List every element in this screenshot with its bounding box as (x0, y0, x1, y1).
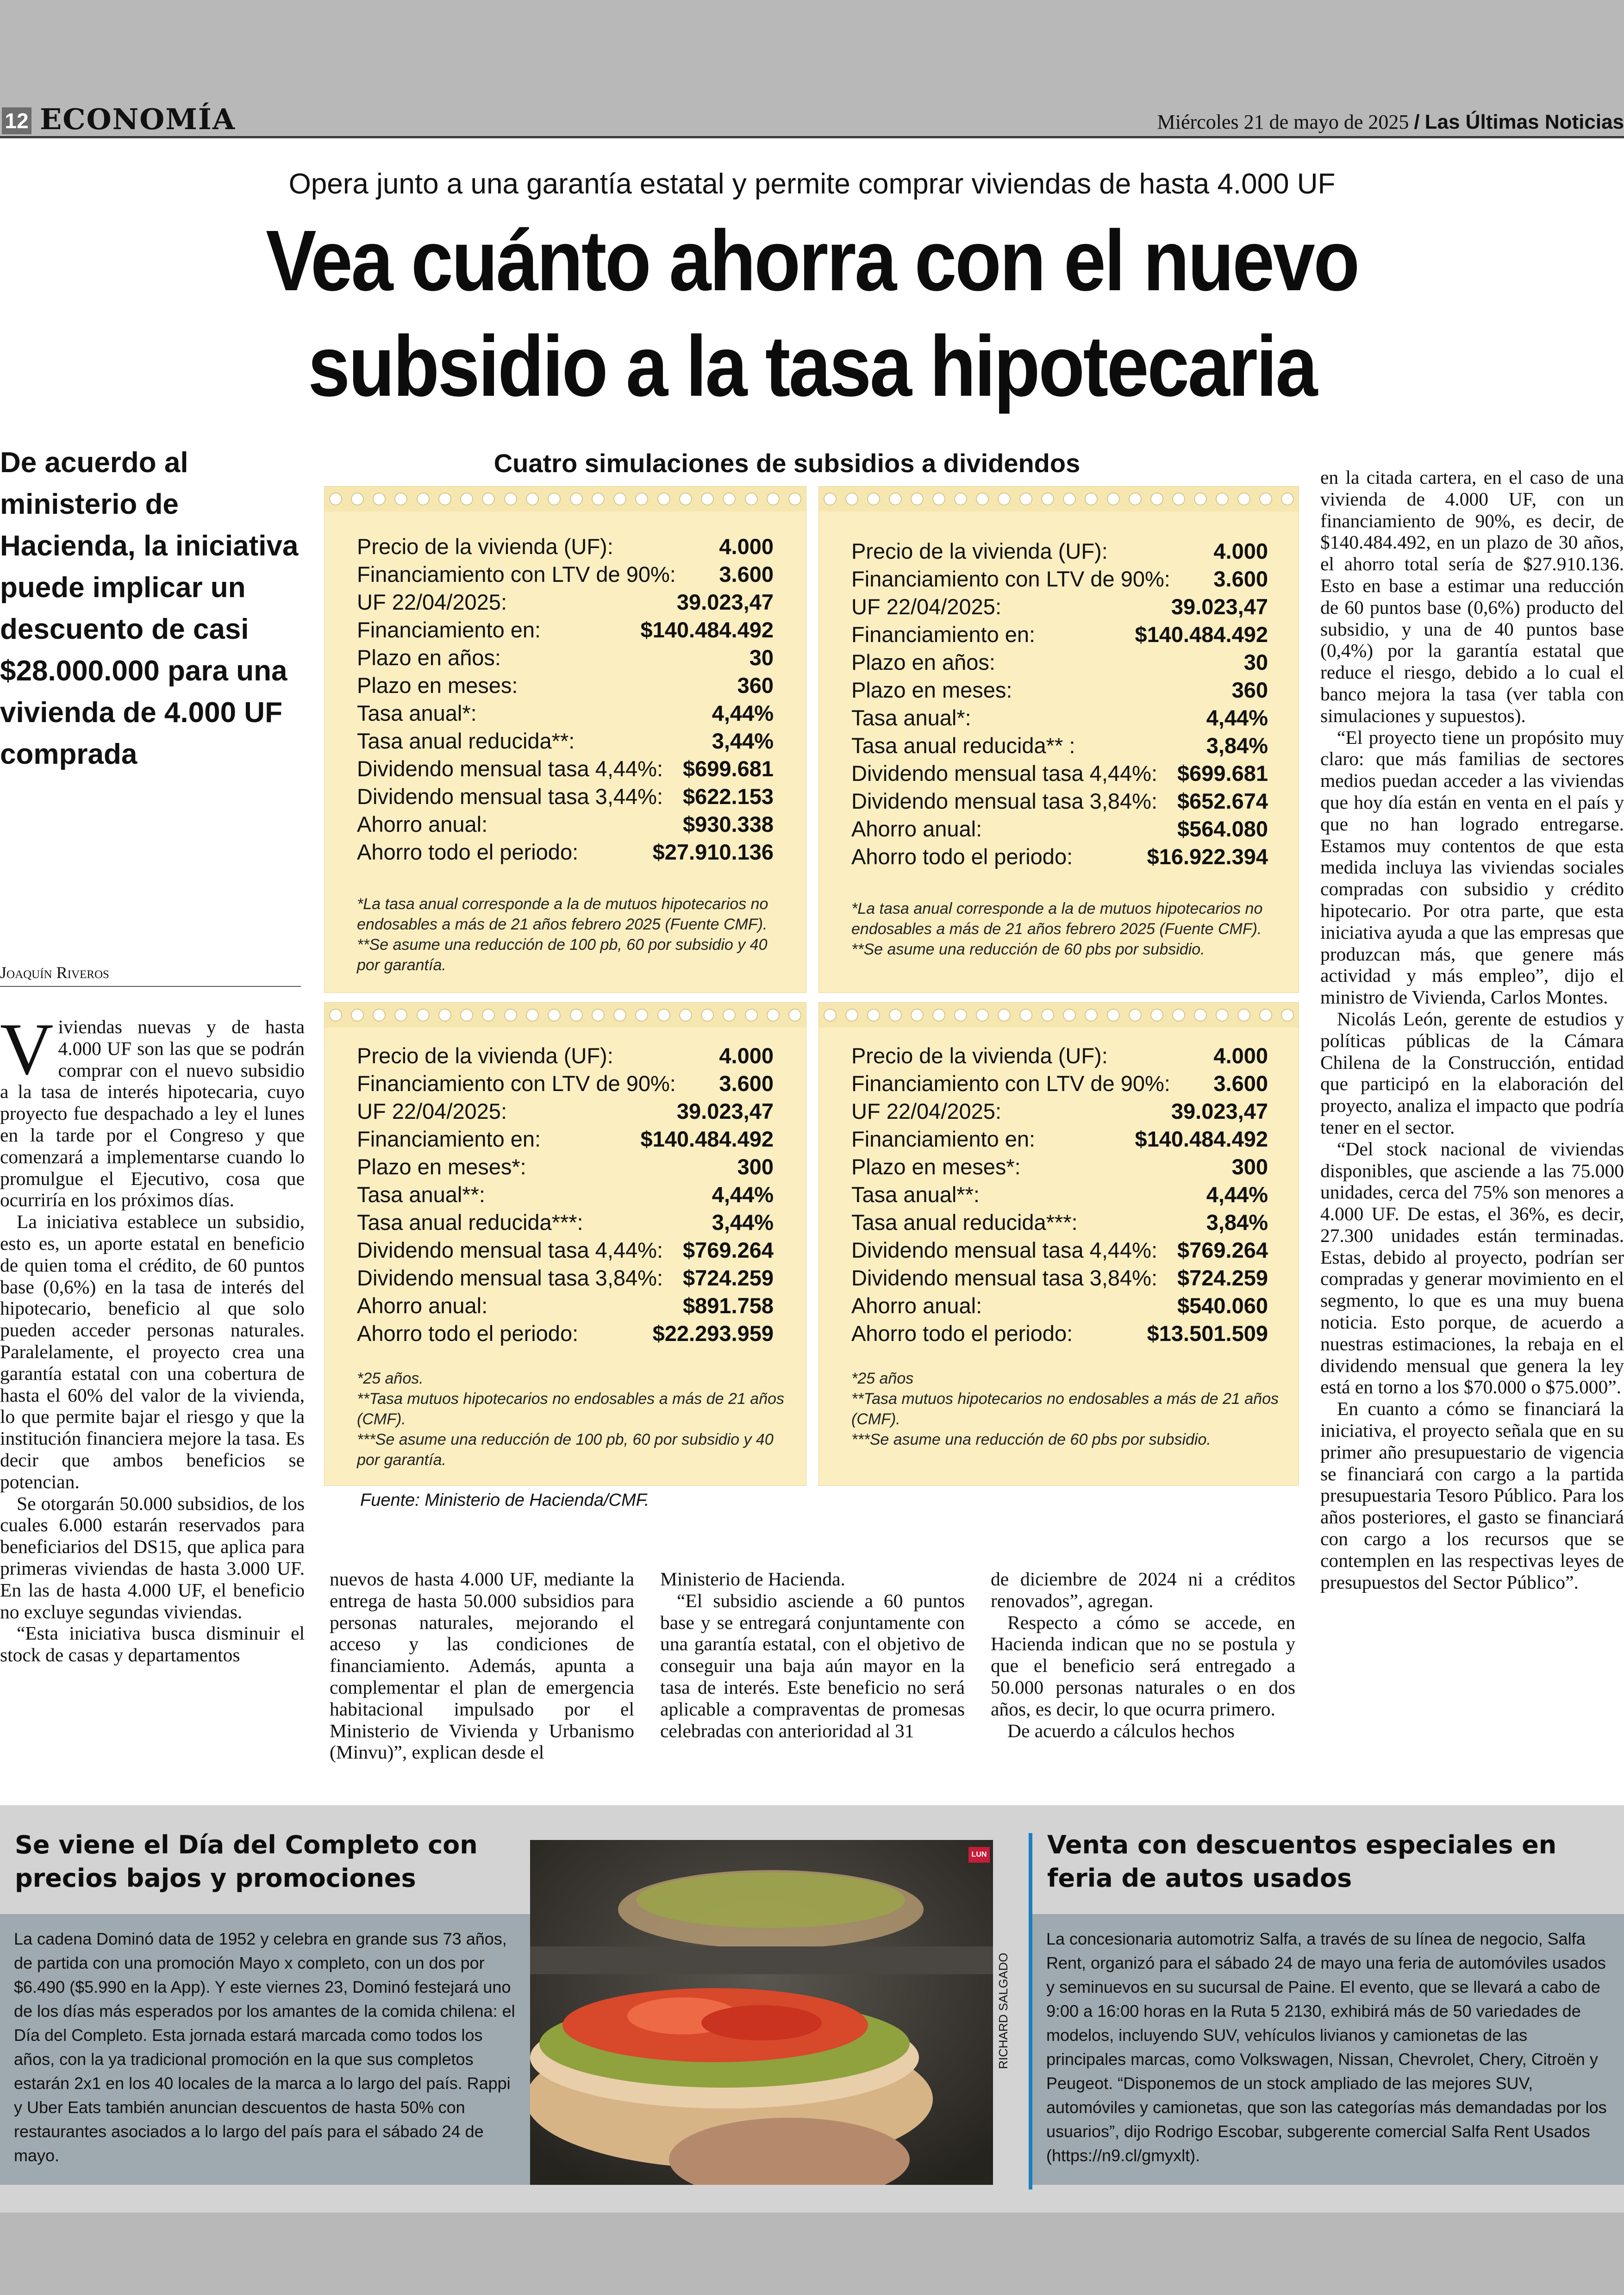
body-column-5 (1320, 467, 1624, 1593)
simulation-row (851, 760, 1268, 787)
paragraph: En cuanto a cómo se financiará la iniciativa, el proyecto señala que en su primer año presupuestario de vigencia se financiará con cargo a la partida presupuestaria Tesoro Público. Para los años posteriores, el gasto se financiará con cargo a los recursos que se contemplen en las respectivas leyes de presupuestos del Sector Público”. (1320, 1398, 1624, 1593)
row-value: 4,44% (712, 1182, 774, 1207)
row-value: 360 (737, 673, 774, 698)
row-value: $27.910.136 (652, 840, 774, 864)
row-label: Financiamiento en: (851, 622, 1036, 647)
row-label: Ahorro todo el periodo: (851, 1321, 1073, 1346)
simulation-row (357, 838, 774, 866)
simulation-row (851, 565, 1268, 593)
binding-hole (1019, 493, 1032, 505)
row-value: 4,44% (712, 701, 774, 725)
footnote: **Se asume una reducción de 100 pb, 60 por subsidio y 40 por garantía. (357, 936, 768, 974)
row-label: Precio de la vivienda (UF): (851, 1043, 1108, 1068)
simulation-row (357, 1125, 774, 1153)
notepad-binding (325, 1003, 806, 1028)
row-value: 30 (749, 645, 774, 670)
binding-hole (788, 493, 801, 505)
binding-hole (1259, 493, 1272, 505)
row-value: $769.264 (1177, 1238, 1268, 1262)
row-value: $140.484.492 (1135, 1127, 1268, 1151)
binding-hole (657, 493, 670, 505)
row-label: Plazo en meses: (357, 673, 518, 698)
body-column-1 (0, 1008, 305, 1666)
binding-hole (438, 493, 451, 505)
binding-hole (911, 493, 924, 505)
brief-right-body: La concesionaria automotriz Salfa, a través de su línea de negocio, Salfa Rent, organizó para el sábado 24 de mayo una feria de automóviles usados y seminuevos en su sucursal de Paine. El evento, que se llevará a cabo de 9:00 a 16:00 horas en la Ruta 5 2130, exhibirá más de 50 variedades de modelos, incluyendo SUV, vehículos livianos y camionetas de las principales marcas, como Volkswagen, Nissan, Chevrolet, Chery, Citroën y Peugeot. “Disponemos de un stock ampliado de las mejores SUV, automóviles y camionetas, que son las categorías más demandadas por los usuarios”, dijo Rodrigo Escobar, subgerente comercial Salfa Rent Usados (https://n9.cl/gmyxlt). (1032, 1914, 1624, 2185)
row-label: UF 22/04/2025: (357, 1099, 507, 1123)
paragraph: Ministerio de Hacienda. (660, 1568, 845, 1590)
binding-hole (824, 493, 837, 505)
row-label: Tasa anual**: (851, 1182, 980, 1207)
binding-hole (1194, 1009, 1207, 1022)
simulation-row (357, 672, 774, 699)
simulation-row (851, 1153, 1268, 1181)
simulation-row (851, 1181, 1268, 1209)
row-value: 39.023,47 (676, 590, 774, 614)
completo-illustration (530, 1840, 993, 2185)
binding-hole (1129, 1009, 1142, 1022)
simulation-row (357, 644, 774, 672)
footnote: **Se asume una reducción de 60 pbs por subsidio. (851, 941, 1205, 958)
row-label: Plazo en meses: (851, 678, 1012, 702)
row-label: Ahorro anual: (851, 817, 982, 841)
binding-hole (679, 1009, 692, 1022)
row-label: Tasa anual reducida** : (851, 733, 1075, 758)
binding-hole (932, 1009, 945, 1022)
row-value: 4.000 (1213, 1043, 1268, 1068)
row-label: Precio de la vivienda (UF): (357, 1043, 613, 1068)
paragraph: Viviendas nuevas y de hasta 4.000 UF son las que se podrán comprar con el nuevo subsidio a la tasa de interés hipotecaria, cuyo proyecto fue despachado a ley el lunes en la tarde por el Congreso y que comenzará a implementarse cuando lo promulgue el Ejecutivo, cosa que ocurriría en los próximos días. (0, 1008, 305, 1211)
row-value: 39.023,47 (1171, 1099, 1268, 1123)
row-label: Financiamiento en: (851, 1127, 1036, 1151)
row-value: $140.484.492 (1135, 622, 1268, 647)
card-rows (357, 533, 774, 866)
paragraph: Respecto a cómo se accede, en Hacienda indican que no se postula y que el beneficio será entregado a 50.000 personas naturales o en dos años, es decir, lo que ocurra primero. (991, 1611, 1295, 1720)
article-kicker: Opera junto a una garantía estatal y permite comprar viviendas de hasta 4.000 UF (288, 168, 1336, 200)
row-value: 30 (1243, 650, 1268, 674)
row-value: 3,84% (1206, 1210, 1268, 1235)
body-column-4 (991, 1568, 1295, 1741)
row-label: Dividendo mensual tasa 4,44%: (851, 1238, 1158, 1262)
paragraph: “El proyecto tiene un propósito muy claro: que más familias de sectores medios puedan acceder a las viviendas que hoy día están en venta en el país y que no han logrado entregarse. Estamos muy contentos de que esta medida incluya las viviendas sociales compradas con subsidio y crédito hipotecario. Por otra parte, que esta iniciativa ayuda a que las empresas que produzcan más, que genere más actividad y más empleo”, dijo el ministro de Vivienda, Carlos Montes. (1320, 726, 1624, 1008)
simulation-row (357, 1236, 774, 1264)
binding-hole (824, 1009, 837, 1022)
binding-hole (635, 493, 648, 505)
headline-line-2: subsidio a la tasa hipotecaria (308, 318, 1316, 414)
row-label: Ahorro anual: (357, 812, 488, 836)
binding-hole (548, 1009, 561, 1022)
row-label: Plazo en años: (357, 645, 501, 670)
row-value: 4,44% (1206, 1182, 1268, 1207)
binding-hole (1129, 493, 1142, 505)
binding-hole (1281, 1009, 1294, 1022)
row-label: Plazo en meses*: (357, 1154, 526, 1179)
brief-left-body: La cadena Dominó data de 1952 y celebra en grande sus 73 años, de partida con una promoción Mayo x completo, con un dos por $6.490 ($5.990 en la App). Y este viernes 23, Dominó festejará uno de los días más esperados por los amantes de la comida chilena: el Día del Completo. Esta jornada estará marcada como todos los años, con la ya tradicional promoción en la que sus completos estarán 2x1 en los 40 locales de la marca a lo largo del país. Rappi y Uber Eats también anuncian descuentos de hasta 50% con restaurantes asociados a lo largo del país para el sábado 24 de mayo. (0, 1914, 530, 2185)
binding-hole (460, 1009, 473, 1022)
row-value: 360 (1231, 678, 1268, 702)
simulation-row (851, 1125, 1268, 1153)
row-value: 39.023,47 (676, 1099, 774, 1123)
simulation-row (357, 588, 774, 616)
row-value: 4.000 (1213, 539, 1268, 563)
binding-hole (1107, 493, 1120, 505)
binding-hole (889, 1009, 902, 1022)
brief-right-title: Venta con descuentos especiales en feria de autos usados (1047, 1830, 1557, 1893)
row-value: $622.153 (682, 784, 774, 809)
binding-hole (745, 1009, 758, 1022)
binding-hole (932, 493, 945, 505)
notepad-binding (819, 486, 1299, 511)
row-label: Financiamiento con LTV de 90%: (357, 562, 676, 586)
card-notes (357, 894, 787, 975)
binding-hole (1063, 1009, 1076, 1022)
binding-hole (723, 493, 736, 505)
row-label: Dividendo mensual tasa 4,44%: (357, 1238, 663, 1262)
simulation-row (357, 1153, 774, 1181)
row-label: Financiamiento con LTV de 90%: (851, 1071, 1170, 1096)
photo-credit: RICHARD SALGADO (996, 1952, 1010, 2069)
row-value: 3.600 (719, 1071, 774, 1096)
row-value: 3,44% (712, 1210, 774, 1235)
row-label: Ahorro todo el periodo: (357, 840, 579, 864)
row-label: Dividendo mensual tasa 4,44%: (357, 756, 663, 781)
binding-hole (954, 1009, 967, 1022)
binding-hole (723, 1009, 736, 1022)
row-value: 4.000 (719, 1043, 774, 1068)
binding-hole (351, 1009, 364, 1022)
card-rows (851, 1042, 1268, 1347)
row-label: Financiamiento con LTV de 90%: (851, 567, 1170, 591)
page-number: 12 (2, 107, 31, 134)
binding-hole (1150, 493, 1163, 505)
binding-hole (570, 1009, 583, 1022)
binding-hole (1041, 1009, 1054, 1022)
brief-left-title: Se viene el Día del Completo con precios bajos y promociones (15, 1830, 478, 1893)
footnote: **Tasa mutuos hipotecarios no endosables a más de 21 años (CMF). (851, 1390, 1279, 1428)
binding-hole (1216, 493, 1229, 505)
row-value: 300 (737, 1154, 774, 1179)
binding-hole (592, 493, 605, 505)
simulation-row (851, 1070, 1268, 1098)
simulation-row (357, 1320, 774, 1347)
row-label: Tasa anual reducida**: (357, 729, 575, 753)
hot-dog-photo (530, 1840, 993, 2185)
binding-hole (1237, 1009, 1250, 1022)
simulation-row (851, 1320, 1268, 1347)
footnote: **Tasa mutuos hipotecarios no endosables a más de 21 años (CMF). (357, 1390, 785, 1428)
row-label: Ahorro todo el periodo: (357, 1321, 579, 1346)
row-value: 3.600 (1213, 567, 1268, 591)
binding-hole (788, 1009, 801, 1022)
row-label: Tasa anual*: (851, 705, 971, 730)
row-value: 4,44% (1206, 705, 1268, 730)
binding-hole (679, 493, 692, 505)
binding-hole (998, 493, 1011, 505)
row-label: Precio de la vivienda (UF): (357, 534, 613, 559)
paragraph: nuevos de hasta 4.000 UF, mediante la entrega de hasta 50.000 subsidios para personas naturales, mejorando el acceso y las condiciones de financiamiento. Además, apunta a complementar el plan de emergencia habitacional impulsado por el Ministerio de Vivienda y Urbanismo (Minvu)”, explican desde el (330, 1568, 634, 1763)
simulation-row (851, 649, 1268, 676)
binding-hole (1019, 1009, 1032, 1022)
row-label: Dividendo mensual tasa 3,84%: (357, 1266, 663, 1290)
row-label: UF 22/04/2025: (851, 1099, 1001, 1123)
binding-hole (438, 1009, 451, 1022)
footnote: *25 años (851, 1370, 914, 1387)
row-label: Dividendo mensual tasa 4,44%: (851, 761, 1158, 786)
binding-hole (867, 1009, 880, 1022)
row-value: 39.023,47 (1171, 594, 1268, 619)
paragraph: De acuerdo a cálculos hechos (1007, 1720, 1235, 1741)
headline-line-1: Vea cuánto ahorra con el nuevo (266, 213, 1358, 309)
paragraph: Se otorgarán 50.000 subsidios, de los cuales 6.000 estarán reservados para beneficiarios del DS15, que aplica para primeras viviendas de hasta 3.000 UF. En las de hasta 4.000 UF, el beneficio no excluye segundas viviendas. (0, 1492, 305, 1622)
binding-hole (889, 493, 902, 505)
binding-hole (1172, 1009, 1185, 1022)
binding-hole (976, 1009, 989, 1022)
row-label: Financiamiento con LTV de 90%: (357, 1071, 676, 1096)
row-label: Precio de la vivienda (UF): (851, 539, 1108, 563)
binding-hole (1194, 493, 1207, 505)
binding-hole (613, 1009, 626, 1022)
footnote: ***Se asume una reducción de 100 pb, 60 por subsidio y 40 por garantía. (357, 1431, 774, 1469)
row-label: Tasa anual reducida***: (851, 1210, 1078, 1235)
simulation-card-3 (324, 1002, 806, 1486)
binding-hole (329, 1009, 342, 1022)
row-value: $699.681 (1177, 761, 1268, 786)
simulation-card-2 (818, 486, 1299, 993)
row-label: Ahorro todo el periodo: (851, 844, 1073, 869)
row-label: Financiamiento en: (357, 617, 541, 642)
simulation-row (357, 699, 774, 727)
simulation-row (357, 561, 774, 588)
paragraph: “Esta iniciativa busca disminuir el stock de casas y departamentos (0, 1622, 305, 1666)
binding-hole (998, 1009, 1011, 1022)
simulation-row (851, 815, 1268, 843)
row-value: 3.600 (1213, 1071, 1268, 1096)
simulation-row (851, 1042, 1268, 1070)
paragraph: Nicolás León, gerente de estudios y políticas públicas de la Cámara Chilena de la Construcción, entidad que participó en la elaboración del proyecto, analiza el impacto que podría tener en el sector. (1320, 1008, 1624, 1138)
binding-hole (1085, 493, 1098, 505)
issue-date: Miércoles 21 de mayo de 2025 (1157, 111, 1409, 133)
binding-hole (911, 1009, 924, 1022)
simulation-row (357, 811, 774, 838)
binding-hole (657, 1009, 670, 1022)
date-separator: / (1414, 111, 1420, 133)
binding-hole (373, 493, 386, 505)
binding-hole (767, 493, 780, 505)
footnote: ***Se asume una reducción de 60 pbs por subsidio. (851, 1431, 1211, 1448)
binding-hole (701, 493, 714, 505)
row-label: Tasa anual reducida***: (357, 1210, 583, 1235)
paragraph: “El subsidio asciende a 60 puntos base y se entregará conjuntamente con una garantía estatal, con el objetivo de conseguir una baja aún mayor en la tasa de interés. Este beneficio no será aplicable a compraventas de promesas celebradas con anterioridad al 31 (660, 1590, 965, 1741)
simulation-row (357, 616, 774, 644)
binding-hole (394, 1009, 407, 1022)
row-label: Dividendo mensual tasa 3,84%: (851, 1266, 1158, 1290)
binding-hole (460, 493, 473, 505)
card-notes (851, 898, 1287, 960)
simulation-row (357, 1292, 774, 1320)
binding-hole (701, 1009, 714, 1022)
binding-hole (1041, 493, 1054, 505)
row-label: Tasa anual**: (357, 1182, 485, 1207)
row-value: $13.501.509 (1147, 1321, 1268, 1346)
row-label: UF 22/04/2025: (357, 590, 507, 614)
brief-divider (1029, 1833, 1032, 2189)
binding-hole (613, 493, 626, 505)
row-value: $140.484.492 (640, 617, 774, 642)
binding-hole (1150, 1009, 1163, 1022)
binding-hole (526, 493, 539, 505)
row-value: 300 (1231, 1154, 1268, 1179)
row-value: $724.259 (1177, 1266, 1268, 1290)
binding-hole (845, 1009, 858, 1022)
row-value: $930.338 (682, 812, 774, 836)
body-column-3 (660, 1568, 965, 1741)
simulation-row (851, 621, 1268, 649)
binding-hole (373, 1009, 386, 1022)
paragraph: de diciembre de 2024 ni a créditos renovados”, agregan. (991, 1568, 1295, 1611)
binding-hole (570, 493, 583, 505)
simulation-row (851, 704, 1268, 732)
card-notes (357, 1368, 787, 1470)
binding-hole (1085, 1009, 1098, 1022)
simulation-row (357, 755, 774, 783)
simulation-row (851, 593, 1268, 621)
body-column-2 (330, 1568, 634, 1763)
row-value: $140.484.492 (640, 1127, 774, 1151)
card-rows (851, 537, 1268, 871)
row-value: 3.600 (719, 562, 774, 586)
simulation-card-1 (324, 486, 806, 993)
binding-hole (417, 1009, 430, 1022)
row-value: $891.758 (682, 1293, 774, 1318)
row-value: $652.674 (1177, 789, 1268, 813)
simulation-row (851, 1236, 1268, 1264)
simulation-row (357, 783, 774, 811)
infographic-source: Fuente: Ministerio de Hacienda/CMF. (360, 1491, 650, 1510)
binding-hole (767, 1009, 780, 1022)
binding-hole (954, 493, 967, 505)
header-date-line (1157, 109, 1624, 135)
simulation-row (851, 1209, 1268, 1236)
binding-hole (394, 493, 407, 505)
binding-hole (1259, 1009, 1272, 1022)
binding-hole (1237, 493, 1250, 505)
binding-hole (845, 493, 858, 505)
binding-hole (504, 1009, 517, 1022)
binding-hole (351, 493, 364, 505)
row-value: $699.681 (682, 756, 774, 781)
article-headline (97, 208, 1526, 419)
card-notes (851, 1368, 1282, 1450)
footnote: *La tasa anual corresponde a la de mutuos hipotecarios no endosables a más de 21 años febrero 2025 (Fuente CMF). (851, 900, 1263, 938)
simulation-row (357, 1209, 774, 1236)
paragraph: “Del stock nacional de viviendas disponibles, que asciende a las 75.000 unidades, cerca del 75% son menores a 4.000 UF. De estas, el 36%, es decir, 27.300 unidades están terminadas. Estas, debido al proyecto, podrían ser compradas y generar movimiento en el segmento, lo que es una muy buena noticia. Esto porque, de acuerdo a nuestras estimaciones, la rebaja en el dividendo mensual que genera la ley está en torno a los $70.000 o $75.000”. (1320, 1138, 1624, 1398)
notepad-binding (325, 486, 806, 511)
row-label: Tasa anual*: (357, 701, 477, 725)
simulation-row (357, 727, 774, 755)
paragraph: en la citada cartera, en el caso de una vivienda de 4.000 UF, con un financiamiento de 90%, es decir, de $140.484.492, en un plazo de 30 años, el ahorro total sería de $27.910.136. Esto en base a estimar una reducción de 60 puntos base (0,6%) producto del subsidio, y una de 40 puntos base (0,4%) por la garantía estatal que reduce el riesgo, debido a lo cual el banco mejora la tasa (ver tabla con simulaciones y supuestos). (1320, 467, 1624, 726)
simulation-row (851, 732, 1268, 760)
drop-cap: V (0, 1008, 54, 1090)
binding-hole (548, 493, 561, 505)
footnote: *La tasa anual corresponde a la de mutuos hipotecarios no endosables a más de 21 años febrero 2025 (Fuente CMF). (357, 895, 768, 933)
simulation-row (851, 787, 1268, 815)
binding-hole (417, 493, 430, 505)
article-byline: Joaquín Riveros (0, 963, 301, 987)
simulation-row (357, 1181, 774, 1209)
binding-hole (482, 1009, 495, 1022)
simulation-row (851, 537, 1268, 565)
row-label: Dividendo mensual tasa 3,44%: (357, 784, 663, 809)
row-label: UF 22/04/2025: (851, 594, 1001, 619)
row-label: Financiamiento en: (357, 1127, 541, 1151)
simulation-row (851, 1292, 1268, 1320)
simulation-row (851, 1098, 1268, 1125)
simulation-row (851, 1264, 1268, 1292)
simulation-card-4 (818, 1002, 1299, 1486)
row-value: 4.000 (719, 534, 774, 559)
row-label: Ahorro anual: (357, 1293, 488, 1318)
binding-hole (976, 493, 989, 505)
row-value: $540.060 (1177, 1293, 1268, 1318)
binding-hole (329, 493, 342, 505)
binding-hole (635, 1009, 648, 1022)
simulation-row (357, 1042, 774, 1070)
row-value: $564.080 (1177, 817, 1268, 841)
row-label: Plazo en meses*: (851, 1154, 1021, 1179)
row-label: Ahorro anual: (851, 1293, 982, 1318)
binding-hole (1281, 493, 1294, 505)
infographic-title: Cuatro simulaciones de subsidios a dividendos (493, 449, 1081, 478)
notepad-binding (819, 1003, 1299, 1028)
row-value: $16.922.394 (1147, 844, 1268, 869)
binding-hole (482, 493, 495, 505)
article-deck: De acuerdo al ministerio de Hacienda, la iniciativa puede implicar un descuento de casi $28.000.000 para una vivienda de 4.000 UF comprada (0, 447, 299, 770)
row-value: 3,84% (1206, 733, 1268, 758)
binding-hole (526, 1009, 539, 1022)
simulation-row (851, 843, 1268, 871)
footnote: *25 años. (357, 1370, 424, 1387)
simulation-row (357, 1264, 774, 1292)
row-label: Plazo en años: (851, 650, 995, 674)
binding-hole (867, 493, 880, 505)
lun-badge: LUN (968, 1847, 990, 1863)
row-value: $22.293.959 (652, 1321, 774, 1346)
binding-hole (592, 1009, 605, 1022)
row-value: 3,44% (712, 729, 774, 753)
row-value: $724.259 (682, 1266, 774, 1290)
row-label: Dividendo mensual tasa 3,84%: (851, 789, 1158, 813)
simulation-row (357, 1070, 774, 1098)
simulation-row (357, 1098, 774, 1125)
binding-hole (1063, 493, 1076, 505)
paragraph: La iniciativa establece un subsidio, esto es, un aporte estatal en beneficio de quien toma el crédito, de 60 puntos base (0,6%) en la tasa de interés del hipotecario, beneficio al que solo pueden acceder personas naturales. Paralelamente, el proyecto crea una garantía estatal con una cobertura de hasta el 60% del valor de la vivienda, lo que permite bajar el riesgo y que la institución financiera mejore la tasa. Es decir que ambos beneficios se potencian. (0, 1211, 305, 1492)
binding-hole (1216, 1009, 1229, 1022)
publication-name: Las Últimas Noticias (1424, 111, 1624, 133)
section-name: ECONOMÍA (40, 102, 236, 136)
binding-hole (745, 493, 758, 505)
simulation-row (851, 676, 1268, 704)
binding-hole (1107, 1009, 1120, 1022)
binding-hole (504, 493, 517, 505)
header-rule (0, 136, 1624, 138)
row-value: $769.264 (682, 1238, 774, 1262)
binding-hole (1172, 493, 1185, 505)
simulation-row (357, 533, 774, 561)
card-rows (357, 1042, 774, 1347)
